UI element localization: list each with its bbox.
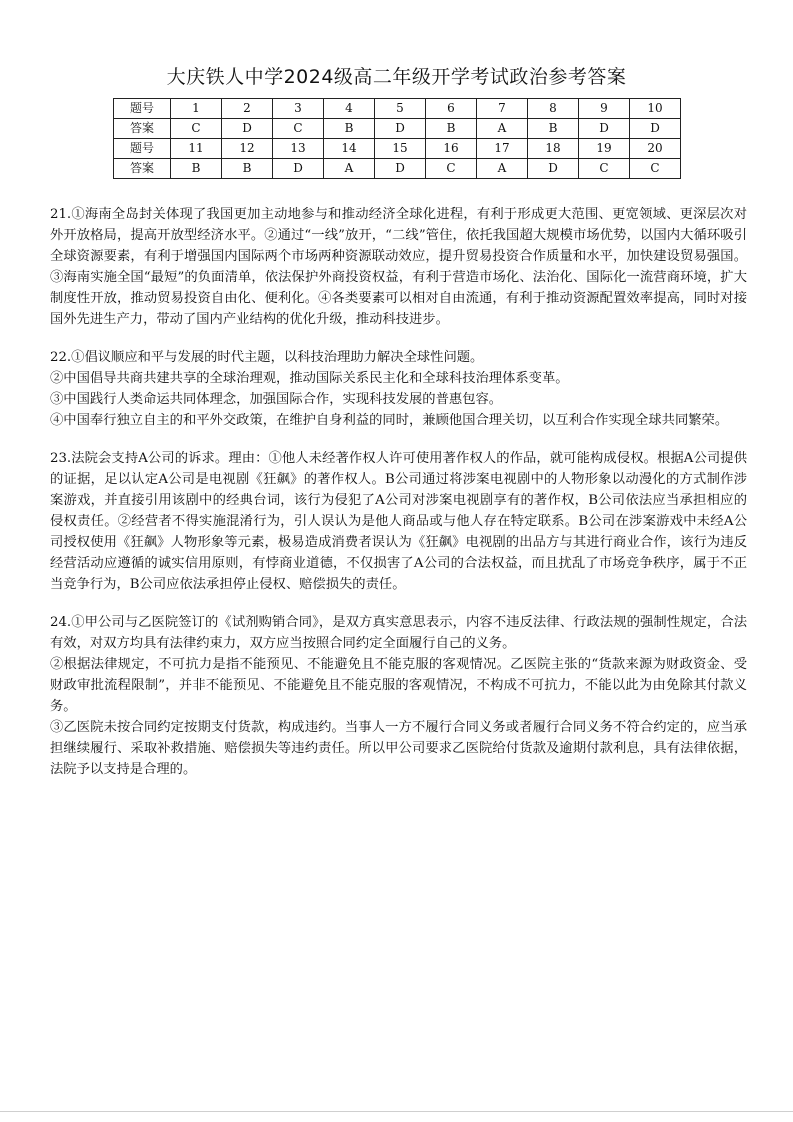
answer-cell: C [171,119,222,139]
question-number-cell: 10 [630,99,681,119]
question-number-cell: 1 [171,99,222,119]
answer-paragraph: ③乙医院未按合同约定按期支付货款，构成违约。当事人一方不履行合同义务或者履行合同义务不符合约定的，应当承担继续履行、采取补救措施、赔偿损失等违约责任。所以甲公司要求乙医院给付货款及逾期付款利息，具有法律依据，法院予以支持是合理的。 [50,720,747,777]
answer-cell: D [375,159,426,179]
answer-paragraph: ③中国践行人类命运共同体理念，加强国际合作，实现科技发展的普惠包容。 [50,392,503,407]
answer-cell: D [528,159,579,179]
question-number-cell: 5 [375,99,426,119]
page-title: 大庆铁人中学2024级高二年级开学考试政治参考答案 [166,66,627,88]
question-number-cell: 19 [579,139,630,159]
answer-paragraph: 21.①海南全岛封关体现了我国更加主动地参与和推动经济全球化进程，有利于形成更大范围、更宽领域、更深层次对外开放格局，提高开放型经济水平。②通过“一线”放开，“二线”管住，依托我国超大规模市场优势，以国内大循环吸引全球资源要素，有利于增强国内国际两个市场两种资源联动效应，提升贸易投资合作质量和水平，加快建设贸易强国。③海南实施全国“最短”的负面清单，依法保护外商投资权益，有利于营造市场化、法治化、国际化一流营商环境，扩大制度性开放，推动贸易投资自由化、便利化。④各类要素可以相对自由流通，有利于推动资源配置效率提高，同时对接国外先进生产力，带动了国内产业结构的优化升级，推动科技进步。 [50,207,747,327]
answer-block-question-24 [50,612,747,780]
answer-paragraph: ④中国奉行独立自主的和平外交政策，在维护自身利益的同时，兼顾他国合理关切，以互利合作实现全球共同繁荣。 [50,413,729,428]
question-number-cell: 9 [579,99,630,119]
answer-block-question-22 [50,347,747,431]
answer-cell: A [324,159,375,179]
answer-paragraph: ②根据法律规定，不可抗力是指不能预见、不能避免且不能克服的客观情况。乙医院主张的“货款来源为财政资金、受财政审批流程限制”，并非不能预见、不能避免且不能克服的客观情况，不构成不可抗力，不能以此为由免除其付款义务。 [50,657,747,714]
question-number-row [114,139,681,159]
question-number-cell: 7 [477,99,528,119]
question-number-cell: 13 [273,139,324,159]
answer-cell: A [477,159,528,179]
answer-cell: C [630,159,681,179]
question-number-cell: 18 [528,139,579,159]
answer-cell: B [171,159,222,179]
answer-key-table [113,98,681,179]
question-number-cell: 14 [324,139,375,159]
row-label: 答案 [114,119,171,139]
row-label: 题号 [114,99,171,119]
answer-paragraph: 24.①甲公司与乙医院签订的《试剂购销合同》，是双方真实意思表示，内容不违反法律、行政法规的强制性规定，合法有效，对双方均具有法律约束力，双方应当按照合同约定全面履行自己的义务。 [50,615,747,651]
question-number-cell: 17 [477,139,528,159]
answer-cell: B [528,119,579,139]
answer-cell: B [324,119,375,139]
answer-cell: C [579,159,630,179]
answer-cell: D [273,159,324,179]
answer-explanations [50,204,747,797]
answer-cell: C [273,119,324,139]
answer-cell: B [222,159,273,179]
question-number-cell: 12 [222,139,273,159]
answer-cell: C [426,159,477,179]
row-label: 题号 [114,139,171,159]
question-number-cell: 15 [375,139,426,159]
answer-paragraph: 23.法院会支持A公司的诉求。理由：①他人未经著作权人许可使用著作权人的作品，就可能构成侵权。根据A公司提供的证据，足以认定A公司是电视剧《狂飙》的著作权人。B公司通过将涉案电视剧中的人物形象以动漫化的方式制作涉案游戏，并直接引用该剧中的经典台词，该行为侵犯了A公司对涉案电视剧享有的著作权，B公司依法应当承担相应的侵权责任。②经营者不得实施混淆行为，引人误认为是他人商品或与他人存在特定联系。B公司在涉案游戏中未经A公司授权使用《狂飙》人物形象等元素，极易造成消费者误认为《狂飙》电视剧的出品方与其进行商业合作，该行为违反经营活动应遵循的诚实信用原则，有悖商业道德，不仅损害了A公司的合法权益，而且扰乱了市场竞争秩序，属于不正当竞争行为，B公司应依法承担停止侵权、赔偿损失的责任。 [50,451,747,592]
answer-cell: D [222,119,273,139]
answer-cell: D [630,119,681,139]
answer-cell: B [426,119,477,139]
row-label: 答案 [114,159,171,179]
question-number-cell: 3 [273,99,324,119]
answer-block-question-23 [50,448,747,595]
answer-row [114,159,681,179]
page-bottom-divider [0,1111,793,1112]
answer-key-table-body [114,99,681,179]
question-number-cell: 8 [528,99,579,119]
question-number-row [114,99,681,119]
answer-paragraph: ②中国倡导共商共建共享的全球治理观，推动国际关系民主化和全球科技治理体系变革。 [50,371,569,386]
answer-cell: D [375,119,426,139]
question-number-cell: 4 [324,99,375,119]
question-number-cell: 2 [222,99,273,119]
question-number-cell: 16 [426,139,477,159]
question-number-cell: 11 [171,139,222,159]
question-number-cell: 6 [426,99,477,119]
answer-cell: A [477,119,528,139]
answer-row [114,119,681,139]
answer-cell: D [579,119,630,139]
answer-block-question-21 [50,204,747,330]
answer-paragraph: 22.①倡议顺应和平与发展的时代主题，以科技治理助力解决全球性问题。 [50,350,484,365]
question-number-cell: 20 [630,139,681,159]
